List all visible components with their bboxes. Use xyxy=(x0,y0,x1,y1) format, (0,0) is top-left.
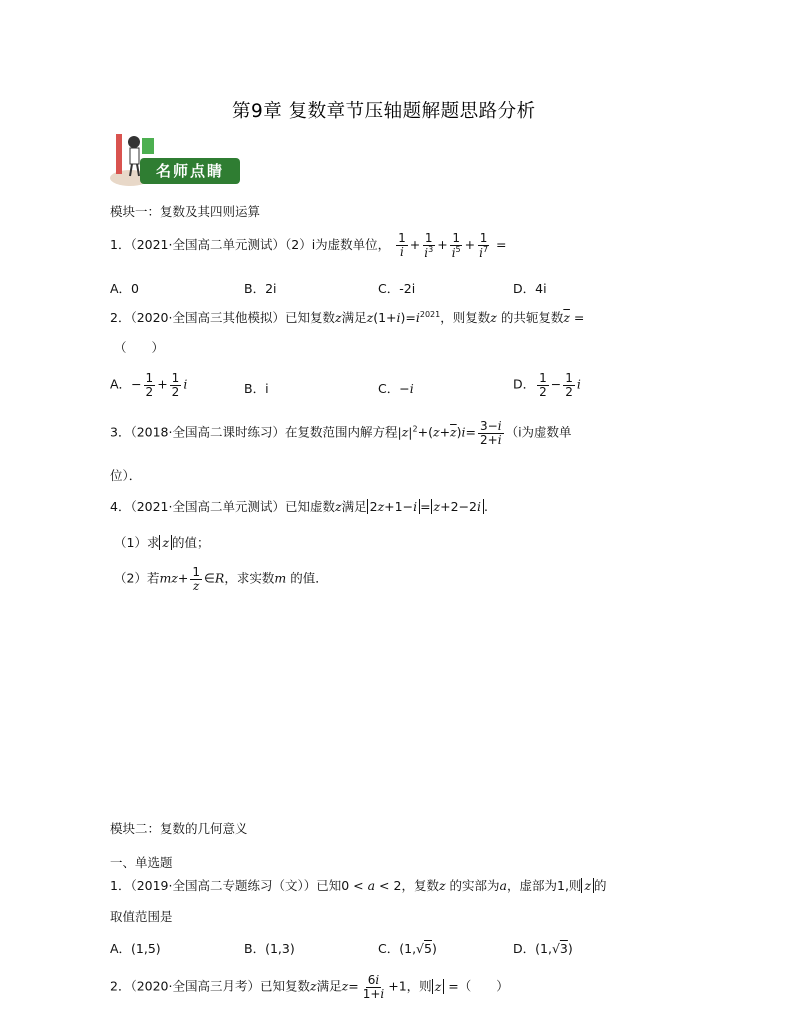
m1-q1-option-a: A．0 xyxy=(110,281,140,296)
m1-q3-tail: （i为虚数单 xyxy=(505,424,572,440)
m2-q2-mid: 满足 xyxy=(316,978,342,994)
m2-q1-option-d-label: D． xyxy=(513,941,536,956)
m1-q2-stem: 2．（2020·全国高三其他模拟）已知复数 xyxy=(110,310,335,325)
m1-q2-mid1: 满足 xyxy=(341,310,367,325)
m1-q2-option-a-label: A． xyxy=(110,376,132,392)
m1-q2-option-a: A．− $\frac{1}{2}$ + $\frac{1}{2}$ i xyxy=(110,371,188,399)
m1-q3-line2: 位）． xyxy=(110,468,142,483)
teacher-tips-badge xyxy=(108,128,240,188)
m2-q2-stem: 2．（2020·全国高三月考）已知复数 xyxy=(110,978,310,994)
module2-heading: 模块二：复数的几何意义 xyxy=(110,821,248,836)
m1-q1-option-c: C．-2i xyxy=(378,281,416,296)
m1-q1: 1．（2021·全国高二单元测试）（2）i为虚数单位， $\frac{1}{i}$ + $\frac{1}{i^3}$ + $\frac{1}{i^5}$ + $\frac{1}{i^7}$ = xyxy=(110,230,507,260)
m1-q4-mid: 满足 xyxy=(341,499,367,514)
m2-q1-option-d: D．(1,√3) xyxy=(513,941,573,956)
m1-q2-option-d-label: D． xyxy=(513,376,536,392)
m2-q1-option-b: B．(1,3) xyxy=(244,941,295,956)
m1-q2-option-c: C．−i xyxy=(378,381,414,396)
m1-q1-option-d: D．4i xyxy=(513,281,547,296)
m2-q1-line2: 取值范围是 xyxy=(110,909,173,924)
m2-q1-mid1: ，复数 xyxy=(401,878,439,893)
module1-heading: 模块一：复数及其四则运算 xyxy=(110,204,261,219)
m1-q4-stem: 4．（2021·全国高二单元测试）已知虚数 xyxy=(110,499,335,514)
m2-q2: 2．（2020·全国高三月考）已知复数z满足z= $\frac{6i}{1+i}$ +1，则 z =（ ） xyxy=(110,973,509,1001)
m2-q1-option-a: A．(1,5) xyxy=(110,941,161,956)
m1-q2-mid3: 的共轭复数 xyxy=(496,310,564,325)
m2-q1-option-c-label: C． xyxy=(378,941,400,956)
m1-q4-sub1: （1）求 z 的值； xyxy=(114,535,210,550)
m1-q4-sub2-tail: 的值． xyxy=(286,570,328,586)
badge-label: 名师点睛 xyxy=(140,158,240,184)
m1-q4-sub2: （2）若mz+ $\frac{1}{z}$ ∈R，求实数m 的值． xyxy=(114,565,328,593)
m1-q4-sub2-label: （2）若 xyxy=(114,570,160,586)
m1-q4: 4．（2021·全国高二单元测试）已知虚数z满足 2z+1−i = z+2−2i . xyxy=(110,499,488,514)
m2-q1: 1．（2019·全国高二专题练习（文））已知0 < a < 2，复数z 的实部为a，虚部为1,则 z 的 xyxy=(110,878,607,893)
m1-q3-stem: 3．（2018·全国高二课时练习）在复数范围内解方程 xyxy=(110,424,398,440)
m2-q1-option-c: C．(1,√5) xyxy=(378,941,437,956)
m1-q2-option-d: D． $\frac{1}{2}$ − $\frac{1}{2}$ i xyxy=(513,371,581,399)
m1-q2: 2．（2020·全国高三其他模拟）已知复数z满足$z(1+i)=i^{2021}$，则复数z 的共轭复数$\overline{z}$ = xyxy=(110,309,585,325)
m2-q2-mid2: ，则 xyxy=(406,978,432,994)
m1-q2-paren: （ ） xyxy=(114,340,165,355)
m1-q2-mid2: ，则复数 xyxy=(440,310,491,325)
m1-q2-option-b: B．i xyxy=(244,381,269,396)
m2-q2-tail: =（ ） xyxy=(444,978,509,994)
m1-q4-sub1-label: （1）求 xyxy=(114,535,160,550)
m1-q3: 3．（2018·全国高二课时练习）在复数范围内解方程$|z|^2+(z+\overline{z})i=$ $\frac{3-i}{2+i}$ （i为虚数单 xyxy=(110,419,572,447)
m1-q2-option-c-label: C． xyxy=(378,381,400,396)
m1-q1-option-b: B．2i xyxy=(244,281,277,296)
m1-q4-sub2-mid: ，求实数 xyxy=(224,570,275,586)
m2-q1-mid2: 的实部为 xyxy=(445,878,500,893)
page-title: 第9章 复数章节压轴题解题思路分析 xyxy=(232,101,536,122)
m1-q1-tail: = xyxy=(492,237,507,252)
m1-q4-sub1-tail: 的值； xyxy=(172,535,210,550)
m2-q1-tail: 的 xyxy=(594,878,607,893)
m1-q1-stem: 1．（2021·全国高二单元测试）（2）i为虚数单位， xyxy=(110,237,391,252)
m2-q1-mid3: ，虚部为1,则 xyxy=(507,878,582,893)
section-heading: 一、单选题 xyxy=(110,855,173,870)
m2-q1-stem: 1．（2019·全国高二专题练习（文））已知 xyxy=(110,878,342,893)
